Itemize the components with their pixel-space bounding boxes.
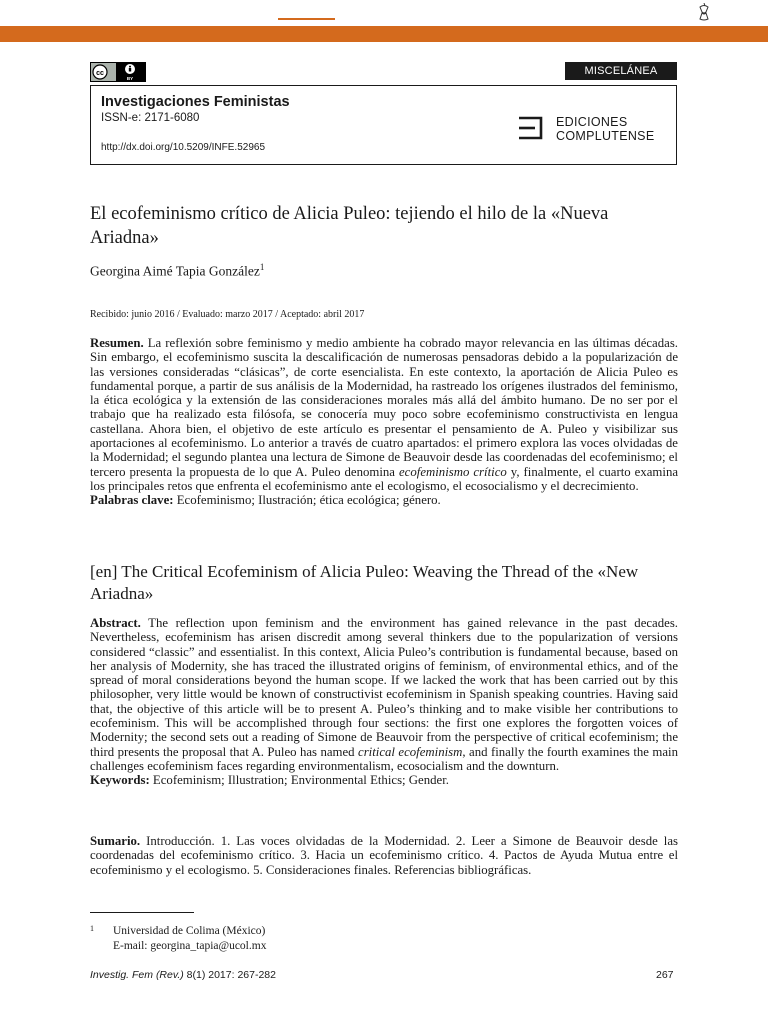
top-tab-indicator (278, 18, 335, 20)
author-line (90, 262, 264, 280)
english-abstract (90, 616, 678, 788)
svg-text:cc: cc (96, 70, 104, 77)
section-label: MISCELÁNEA (565, 62, 677, 80)
author-footnote-mark[interactable]: 1 (259, 262, 265, 272)
journal-issn: ISSN-e: 2171-6080 (101, 112, 200, 124)
author-name: Georgina Aimé Tapia González (90, 263, 260, 279)
abstract-text-end: , and finally the fourth examines the main challenges ecofeminism faces regarding environmentalism, ecosocialism and the downturn. (90, 744, 679, 773)
publisher-logo-icon (517, 116, 543, 140)
palabras-clave-label: Palabras clave: (90, 493, 174, 508)
footer-citation (90, 969, 276, 981)
page-number: 267 (656, 969, 674, 981)
footer-volume-pages: 8(1) 2017: 267-282 (183, 969, 276, 981)
keywords: Ecofeminism; Illustration; Environmental Ethics; Gender. (149, 773, 449, 788)
sumario-label: Sumario. (90, 834, 141, 848)
publisher-name-line1: EDICIONES (556, 115, 628, 129)
sumario (90, 834, 678, 877)
abstract-text: The reflection upon feminism and the environment has gained relevance in the past decades. Nevertheless, ecofeminism has arisen discredit among several thinkers due to the popularization of versions considered “classic” and essentialist. In this context, Alicia Puleo’s contribution is fundamental because, based on her analysis of Modernity, she has traced the illustrated origins of feminism, of environmental ethics, and of the spread of moral considerations beyond the human scope. If we lacked the work that has been carried out by this philosopher, very little would be known of constructivist ecofeminism in Spanish speaking countries. Having said that, the objective of this article will be to present A. Puleo’s thinking and to make visible her contributions to ecofeminism. This will be accomplished through four sections: the first one explores the forgotten voices of Modernity; the second sets out a reading of Simone de Beauvoir from the perspective of critical ecofeminism; the third presents the proposal that A. Puleo has named (90, 616, 678, 759)
resumen-text: La reflexión sobre feminismo y medio ambiente ha cobrado mayor relevancia en las últimas décadas. Sin embargo, el ecofeminismo suscita la descalificación de numerosas pensadoras debido a la popularización de las versiones consideradas “clásicas”, de corte esencialista. En este contexto, la aportación de Alicia Puleo es fundamental porque, a partir de sus análisis de la Modernidad, ha rastreado los orígenes ilustrados del feminismo, la ética ecológica y la extensión de las consideraciones morales más allá del ámbito humano. De no ser por el trabajo que ha realizado esta filósofa, se conocería muy poco sobre ecofeminismo constructivista en lengua castellana. Ahora bien, el objetivo de este artículo es presentar el pensamiento de A. Puleo y visibilizar sus aportaciones al ecofeminismo. Lo anterior a través de cuatro apartados: el primero explora las voces olvidadas de la Modernidad; el segundo plantea una lectura de Simone de Beauvoir desde las coordenadas del ecofeminismo; el tercero presenta la propuesta de lo que A. Puleo denomina (90, 336, 678, 479)
footnote-email[interactable]: E-mail: georgina_tapia@ucol.mx (113, 940, 267, 952)
footnote-divider (90, 912, 194, 913)
creative-commons-by-badge[interactable] (90, 62, 146, 82)
resumen-text-end: y, finalmente, el cuarto examina los principales retos que enfrenta el ecofeminismo ante el ecologismo, el ecosocialismo y el decrecimiento. (90, 464, 679, 493)
spanish-abstract (90, 336, 678, 508)
journal-name: Investigaciones Feministas (101, 94, 290, 110)
sumario-text: Introducción. 1. Las voces olvidadas de la Modernidad. 2. Leer a Simone de Beauvoir desde las coordenadas del ecofeminismo crítico. 3. Hacia un ecofeminismo crítico. 4. Pactos de Ayuda Mutua entre el ecofeminismo y el ecologismo. 5. Consideraciones finales. Referencias bibliográficas. (90, 834, 678, 877)
footer-journal-abbrev: Investig. Fem (Rev.) (90, 969, 184, 981)
apple-core-icon (697, 3, 711, 21)
top-banner (0, 0, 768, 42)
abstract-italic-term: critical ecofeminism (358, 744, 463, 759)
resumen-italic-term: ecofeminismo crítico (399, 464, 507, 479)
abstract-label: Abstract. (90, 616, 141, 630)
keywords-label: Keywords: (90, 773, 150, 788)
publisher-name (556, 115, 654, 143)
article-title: El ecofeminismo crítico de Alicia Puleo: tejiendo el hilo de la «Nueva Ariadna» (90, 204, 609, 248)
journal-info-box (90, 85, 677, 165)
article-dates: Recibido: junio 2016 / Evaluado: marzo 2017 / Aceptado: abril 2017 (90, 309, 365, 320)
english-title: [en] The Critical Ecofeminism of Alicia Puleo: Weaving the Thread of the «New Ariadna» (90, 562, 639, 603)
palabras-clave: Ecofeminismo; Ilustración; ética ecológica; género. (173, 493, 441, 508)
footnote-text (113, 924, 266, 954)
footnote-affiliation: Universidad de Colima (México) (113, 925, 266, 937)
publisher-name-line2: COMPLUTENSE (556, 129, 655, 143)
resumen-label: Resumen. (90, 336, 144, 350)
doi-link[interactable]: http://dx.doi.org/10.5209/INFE.52965 (101, 142, 265, 153)
accent-bar (0, 26, 768, 42)
footnote-mark: 1 (90, 924, 94, 933)
svg-text:BY: BY (126, 76, 134, 81)
